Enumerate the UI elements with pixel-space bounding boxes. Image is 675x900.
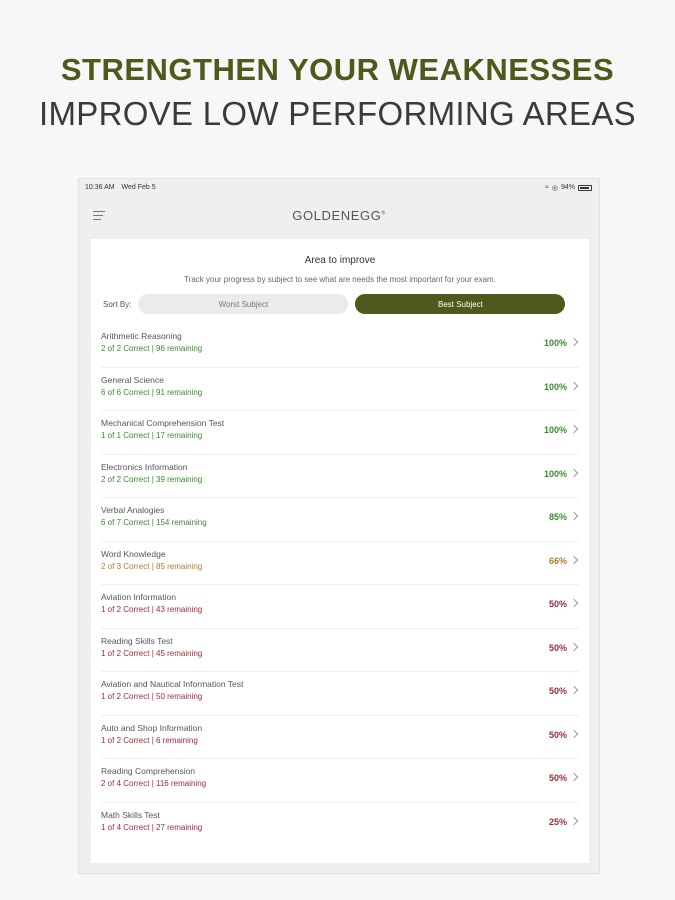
subject-stats: 2 of 2 Correct | 39 remaining — [101, 474, 203, 484]
status-bar — [79, 179, 599, 196]
chevron-right-icon — [570, 512, 578, 520]
chevron-right-icon — [570, 338, 578, 346]
subject-percent: 100% — [543, 425, 567, 435]
logo-text: GOLDENEGG — [292, 208, 382, 223]
chevron-right-icon — [570, 816, 578, 824]
status-date: Wed Feb 5 — [121, 184, 156, 191]
app-logo — [79, 208, 599, 223]
subject-percent: 85% — [548, 512, 567, 522]
chevron-right-icon — [570, 642, 578, 650]
chevron-right-icon — [570, 686, 578, 694]
card-title: Area to improve — [304, 255, 376, 266]
card-description: Track your progress by subject to see what are needs the most important for your exam. — [184, 275, 496, 284]
subject-percent: 50% — [548, 599, 567, 609]
subject-name: Mechanical Comprehension Test — [101, 418, 225, 428]
subject-stats: 2 of 2 Correct | 96 remaining — [101, 344, 203, 353]
subject-stats: 1 of 2 Correct | 45 remaining — [101, 648, 203, 658]
subject-stats: 1 of 2 Correct | 43 remaining — [101, 605, 203, 614]
subject-stats: 1 of 2 Correct | 6 remaining — [101, 735, 198, 745]
subject-row[interactable] — [101, 716, 579, 760]
battery-icon — [578, 185, 592, 191]
location-icon: ◎ — [551, 184, 558, 192]
subject-name: Arithmetic Reasoning — [101, 331, 182, 341]
headline: STRENGTHEN YOUR WEAKNESSES — [60, 52, 615, 87]
subject-stats: 6 of 7 Correct | 154 remaining — [101, 518, 207, 527]
subject-name: Electronics Information — [101, 461, 188, 472]
subject-stats: 2 of 3 Correct | 85 remaining — [101, 561, 203, 571]
subject-name: Verbal Analogies — [101, 505, 165, 515]
subject-row[interactable] — [101, 759, 579, 803]
subject-row[interactable] — [101, 585, 579, 629]
app-header — [79, 196, 599, 236]
subject-row[interactable] — [101, 498, 579, 542]
subject-percent: 50% — [548, 686, 567, 696]
sort-row — [103, 294, 579, 314]
subject-percent: 50% — [548, 642, 567, 653]
subject-percent: 25% — [548, 816, 567, 827]
subheadline: IMPROVE LOW PERFORMING AREAS — [39, 95, 636, 132]
subject-name: Reading Skills Test — [101, 635, 173, 646]
wifi-icon: ≈ — [545, 184, 549, 191]
subject-stats: 1 of 4 Correct | 27 remaining — [101, 822, 203, 832]
subject-stats: 2 of 4 Correct | 116 remaining — [101, 779, 207, 788]
subject-row[interactable] — [101, 542, 579, 586]
subject-list — [91, 324, 589, 846]
subject-stats: 1 of 1 Correct | 17 remaining — [101, 431, 203, 440]
chevron-right-icon — [570, 381, 578, 389]
subject-percent: 50% — [548, 729, 567, 740]
subject-row[interactable] — [101, 672, 579, 716]
subject-name: Aviation Information — [101, 592, 176, 602]
chevron-right-icon — [570, 425, 578, 433]
subject-percent: 66% — [548, 555, 567, 566]
subject-percent: 100% — [543, 381, 567, 392]
chevron-right-icon — [570, 599, 578, 607]
subject-name: Math Skills Test — [101, 809, 160, 820]
subject-stats: 1 of 2 Correct | 50 remaining — [101, 692, 203, 701]
subject-row[interactable] — [101, 368, 579, 412]
logo-registered-mark: ® — [381, 210, 386, 217]
subject-name: Aviation and Nautical Information Test — [101, 679, 244, 689]
subject-name: General Science — [101, 374, 164, 385]
subject-percent: 50% — [548, 773, 567, 783]
subject-name: Word Knowledge — [101, 548, 166, 559]
subject-percent: 100% — [543, 338, 567, 348]
worst-subject-button[interactable]: Worst Subject — [138, 294, 348, 314]
subject-name: Reading Comprehension — [101, 766, 196, 776]
best-subject-button[interactable]: Best Subject — [355, 294, 565, 314]
chevron-right-icon — [570, 555, 578, 563]
subject-row[interactable] — [101, 455, 579, 499]
subject-row[interactable] — [101, 411, 579, 455]
chevron-right-icon — [570, 468, 578, 476]
chevron-right-icon — [570, 773, 578, 781]
subject-row[interactable] — [101, 324, 579, 368]
tablet-screen — [78, 178, 600, 874]
battery-percent: 94% — [560, 184, 575, 191]
chevron-right-icon — [570, 729, 578, 737]
status-time: 10:36 AM — [85, 184, 115, 191]
subject-percent: 100% — [543, 468, 567, 479]
area-to-improve-card — [91, 239, 589, 863]
subject-row[interactable] — [101, 803, 579, 847]
subject-name: Auto and Shop Information — [101, 722, 203, 733]
subject-stats: 6 of 6 Correct | 91 remaining — [101, 387, 203, 397]
subject-row[interactable] — [101, 629, 579, 673]
sort-label: Sort By: — [103, 299, 132, 309]
